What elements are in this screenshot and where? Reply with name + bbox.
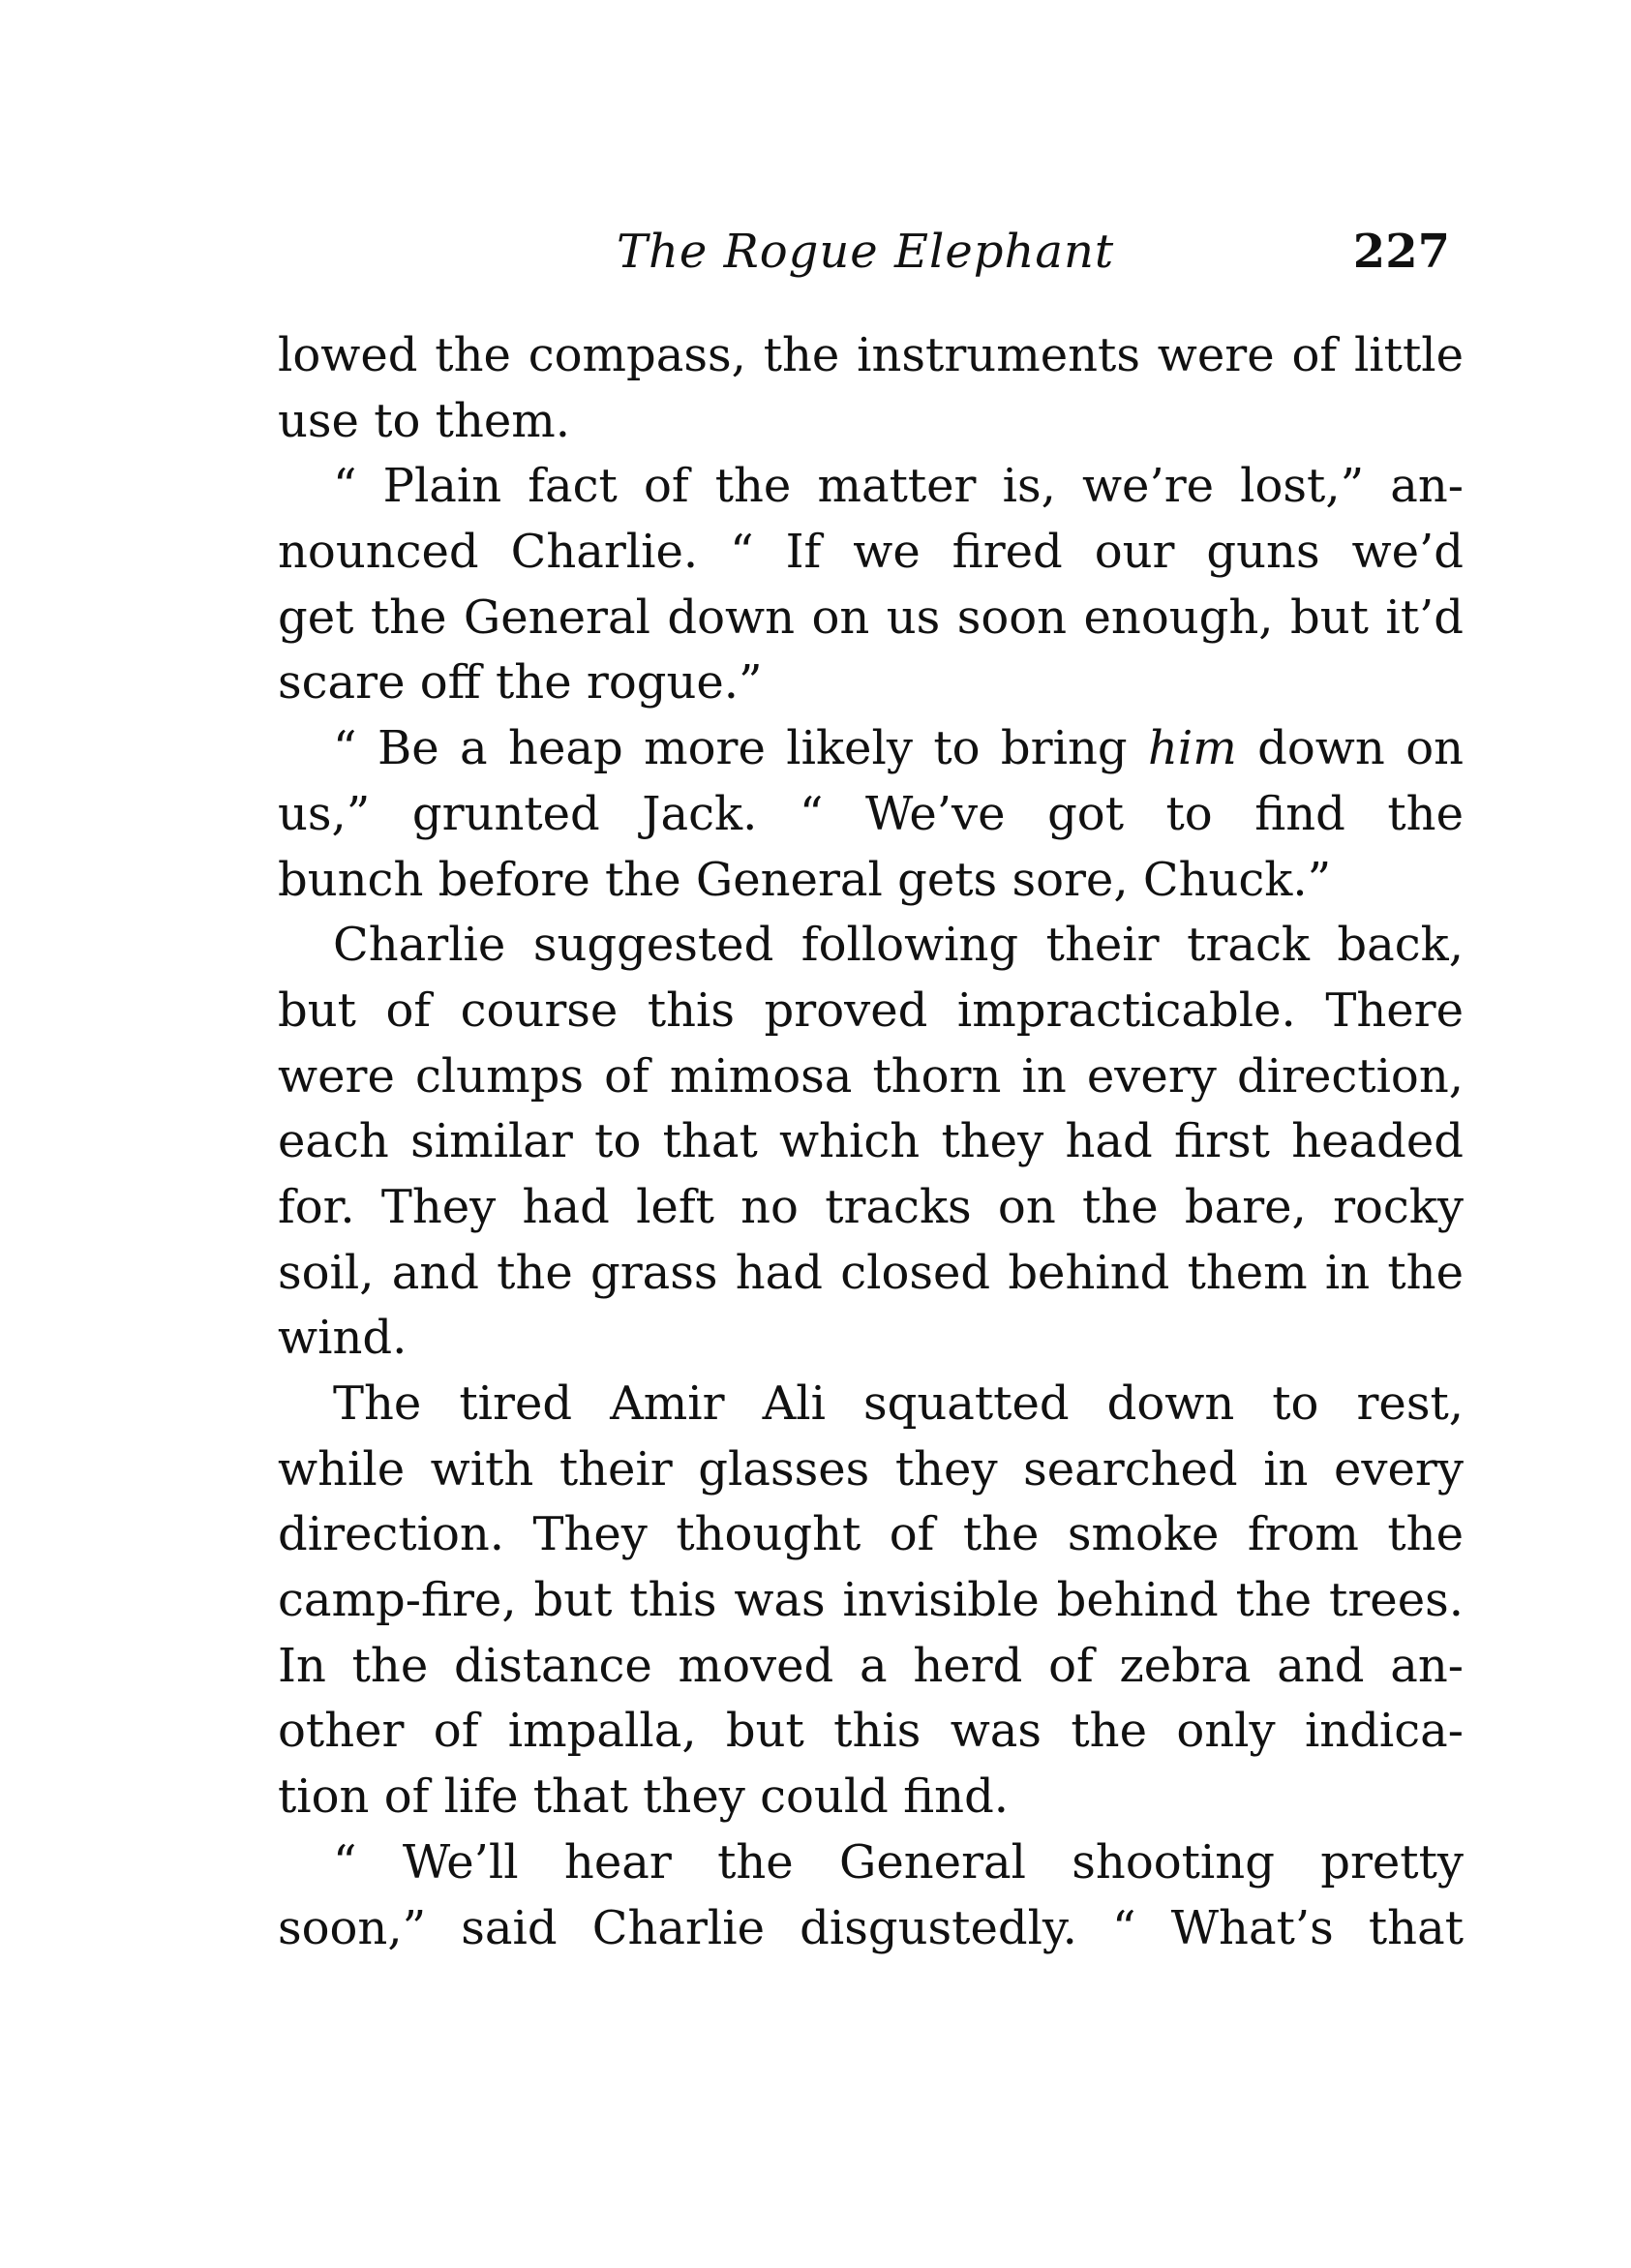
text-line: bunch before the General gets sore, Chuck.” bbox=[278, 852, 1332, 907]
text-line: scare off the rogue.” bbox=[278, 655, 763, 711]
text-line: get the General down on us soon enough, but it’d bbox=[278, 590, 1464, 645]
text-line bbox=[278, 716, 1464, 782]
text-line: wind. bbox=[278, 1311, 408, 1366]
text-line: camp-fire, but this was invisible behind the trees. bbox=[278, 1573, 1464, 1628]
text-line: lowed the compass, the instruments were of little bbox=[278, 328, 1464, 382]
running-head bbox=[278, 218, 1464, 286]
text-line: “ Plain fact of the matter is, we’re lost,” an- bbox=[333, 459, 1464, 514]
text-line: other of impalla, but this was the only indica- bbox=[278, 1704, 1464, 1759]
text-line: nounced Charlie. “ If we fired our guns we’d bbox=[278, 525, 1464, 580]
text-line: but of course this proved impracticable. There bbox=[278, 983, 1464, 1038]
text-line: Charlie suggested following their track back, bbox=[333, 918, 1464, 973]
text-line: us,” grunted Jack. “ We’ve got to find the bbox=[278, 786, 1464, 841]
text-line: “ We’ll hear the General shooting pretty bbox=[333, 1834, 1464, 1890]
text-line: use to them. bbox=[278, 393, 571, 448]
emphasized-word: him bbox=[1147, 721, 1237, 776]
text-line: for. They had left no tracks on the bare, rocky bbox=[278, 1179, 1464, 1234]
text-run: “ Be a heap more likely to bring bbox=[333, 721, 1148, 776]
running-title: The Rogue Elephant bbox=[617, 225, 1115, 279]
body-text bbox=[278, 323, 1464, 1961]
page-number: 227 bbox=[1352, 225, 1450, 279]
text-line: while with their glasses they searched in every bbox=[278, 1441, 1464, 1497]
text-line: each similar to that which they had first headed bbox=[278, 1114, 1464, 1169]
text-line: In the distance moved a herd of zebra and an- bbox=[278, 1638, 1464, 1693]
text-line: were clumps of mimosa thorn in every direction, bbox=[278, 1048, 1464, 1104]
text-line: soil, and the grass had closed behind them in the bbox=[278, 1245, 1464, 1300]
text-run: down on bbox=[1236, 721, 1465, 776]
text-line: The tired Amir Ali squatted down to rest, bbox=[333, 1376, 1464, 1431]
text-line: tion of life that they could find. bbox=[278, 1769, 1010, 1825]
text-line: direction. They thought of the smoke from the bbox=[278, 1507, 1464, 1562]
text-line: soon,” said Charlie disgustedly. “ What’s that bbox=[278, 1900, 1464, 1955]
